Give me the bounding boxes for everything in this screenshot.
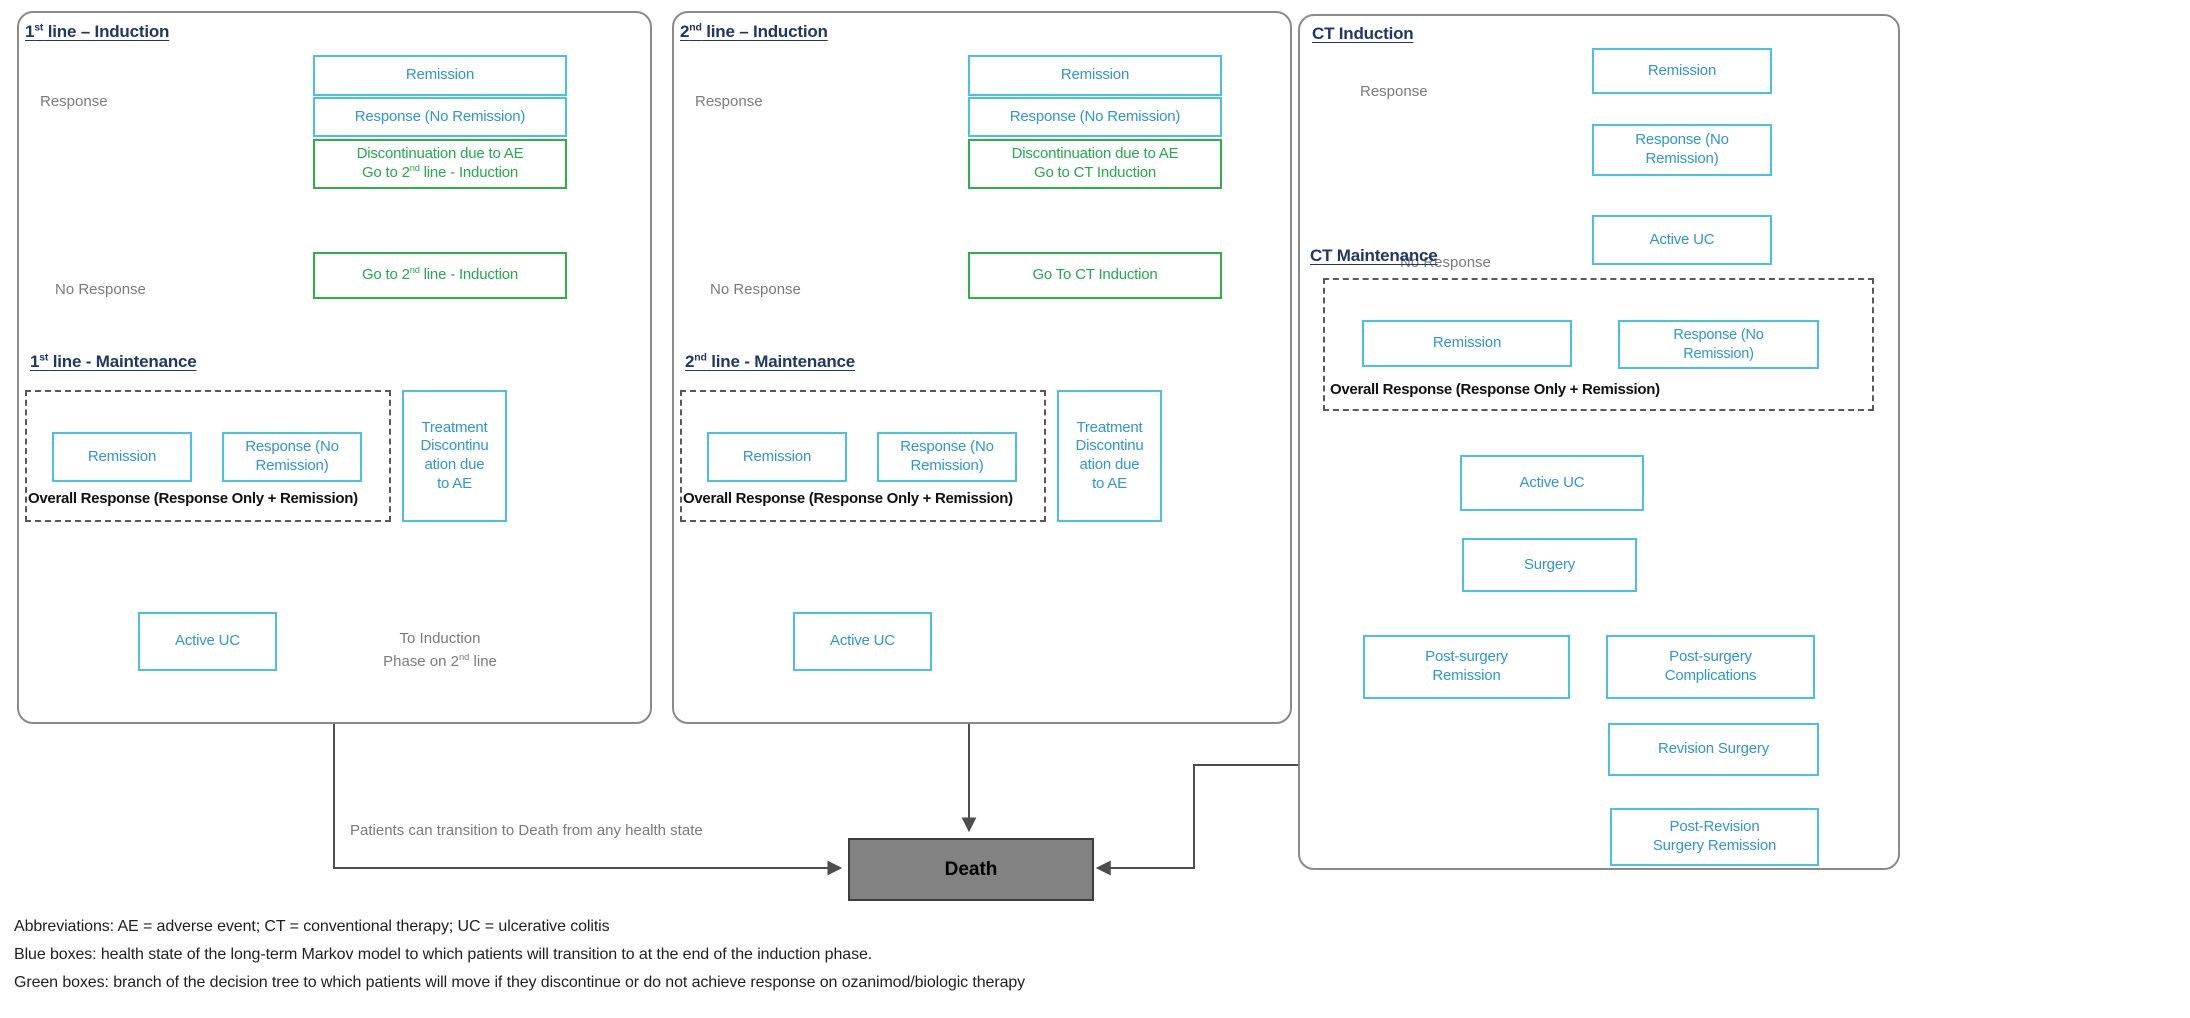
panel3-induction-heading: CT Induction <box>1312 24 1414 43</box>
panel2-overall-response-label: Overall Response (Response Only + Remission) <box>683 490 1013 507</box>
branch-box-discontinuation: Discontinuation due to AE Go to 2nd line - Induction <box>313 139 567 189</box>
panel3-maintenance-heading: CT Maintenance <box>1310 246 1438 265</box>
footnote-green-boxes: Green boxes: branch of the decision tree to which patients will move if they discontinue or do not achieve response on ozanimod/biologic therapy <box>14 974 1026 991</box>
panel1-response-label: Response <box>40 93 108 110</box>
panel3-overall-response-label: Overall Response (Response Only + Remission) <box>1330 381 1660 398</box>
panel3-no-response-label: No Response <box>1400 254 1491 271</box>
panel2-induction-heading: 2nd line – Induction <box>680 21 828 41</box>
state-box-revision-surgery: Revision Surgery <box>1608 723 1819 776</box>
state-box-response-no-remission: Response (No Remission) <box>1592 124 1772 176</box>
state-box-maintenance-response: Response (No Remission) <box>1618 320 1819 369</box>
death-transition-arrows <box>334 720 1298 868</box>
state-box-post-revision-surgery-remission: Post-Revision Surgery Remission <box>1610 808 1819 866</box>
state-box-remission: Remission <box>313 55 567 96</box>
state-box-maintenance-remission: Remission <box>1362 320 1572 367</box>
state-box-active-uc: Active UC <box>1592 215 1772 265</box>
branch-box-no-response: Go To CT Induction <box>968 252 1222 299</box>
panel1-to-induction-note: To Induction Phase on 2nd line <box>383 630 497 670</box>
state-box-post-surgery-complications: Post-surgery Complications <box>1606 635 1815 699</box>
state-box-active-uc: Active UC <box>138 612 277 671</box>
branch-box-no-response: Go to 2nd line - Induction <box>313 252 567 299</box>
panel2-response-label: Response <box>695 93 763 110</box>
footnote-abbreviations: Abbreviations: AE = adverse event; CT = conventional therapy; UC = ulcerative colitis <box>14 918 610 935</box>
state-box-maintenance-response: Response (No Remission) <box>222 432 362 482</box>
state-box-maintenance-response: Response (No Remission) <box>877 432 1017 482</box>
state-box-treatment-discontinuation: Treatment Discontinu ation due to AE <box>402 390 507 522</box>
state-box-response-no-remission: Response (No Remission) <box>313 97 567 137</box>
state-box-remission: Remission <box>1592 48 1772 94</box>
panel1-induction-heading: 1st line – Induction <box>25 21 170 41</box>
state-box-treatment-discontinuation: Treatment Discontinu ation due to AE <box>1057 390 1162 522</box>
state-box-active-uc: Active UC <box>793 612 932 671</box>
state-box-surgery: Surgery <box>1462 538 1637 592</box>
branch-box-discontinuation: Discontinuation due to AE Go to CT Induction <box>968 139 1222 189</box>
panel3-response-label: Response <box>1360 83 1428 100</box>
state-box-maintenance-remission: Remission <box>52 432 192 482</box>
state-box-active-uc-maintenance: Active UC <box>1460 455 1644 511</box>
state-box-remission: Remission <box>968 55 1222 96</box>
panel1-no-response-label: No Response <box>55 281 146 298</box>
footnote-blue-boxes: Blue boxes: health state of the long-term Markov model to which patients will transition to at the end of the induction phase. <box>14 946 873 963</box>
state-box-post-surgery-remission: Post-surgery Remission <box>1363 635 1570 699</box>
panel2-no-response-label: No Response <box>710 281 801 298</box>
panel2-maintenance-heading: 2nd line - Maintenance <box>685 351 856 371</box>
panel1-overall-response-label: Overall Response (Response Only + Remission) <box>28 490 358 507</box>
state-box-response-no-remission: Response (No Remission) <box>968 97 1222 137</box>
death-transition-note: Patients can transition to Death from any health state <box>350 822 703 839</box>
state-box-maintenance-remission: Remission <box>707 432 847 482</box>
state-box-death: Death <box>848 838 1094 901</box>
panel1-maintenance-heading: 1st line - Maintenance <box>30 351 197 371</box>
